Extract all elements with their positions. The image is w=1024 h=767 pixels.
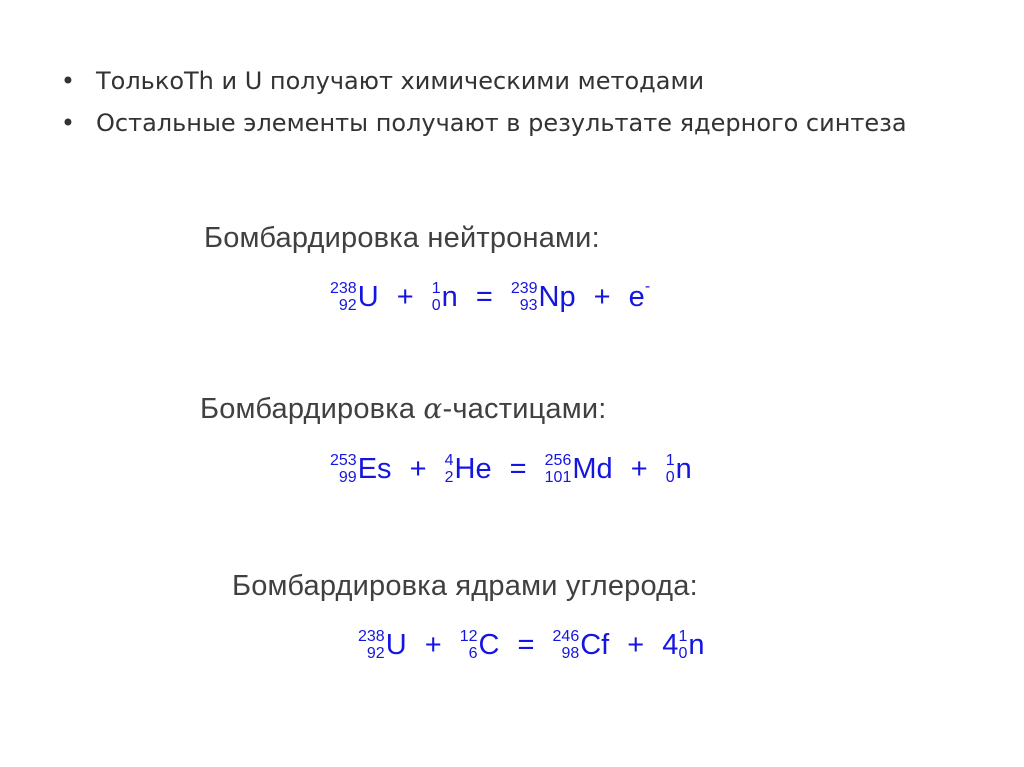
equals-operator: =: [517, 628, 535, 661]
mass-number: 239: [510, 280, 538, 298]
electron: [629, 278, 650, 314]
nuclide-uranium-238: [330, 280, 379, 314]
mass-number: 1: [431, 280, 441, 298]
mass-number: 238: [358, 628, 385, 646]
bullet-text: ТолькоTh и U получают химическими методами: [96, 67, 705, 95]
bullet-item: [56, 66, 936, 96]
mass-number: 246: [552, 628, 580, 646]
element-symbol: Es: [357, 452, 392, 485]
nuclide-einsteinium-253: [330, 452, 392, 486]
nuclide-neutron: [432, 280, 458, 314]
mass-number: 256: [544, 452, 572, 470]
atomic-number: 0: [678, 645, 688, 663]
atomic-number: 93: [519, 297, 538, 315]
heading-text: Бомбардировка нейтронами:: [204, 222, 600, 254]
equation-alpha: [330, 452, 692, 486]
atomic-number: 99: [338, 469, 357, 487]
mass-number: 4: [444, 452, 454, 470]
heading-text: -частицами:: [442, 393, 607, 425]
charge: -: [644, 278, 651, 295]
nuclide-carbon-12: [460, 628, 500, 662]
nuclide-neutron: [666, 452, 692, 486]
element-symbol: Md: [572, 452, 613, 485]
plus-operator: +: [593, 280, 611, 313]
atomic-number: 0: [431, 297, 441, 315]
element-symbol: U: [357, 280, 379, 313]
atomic-number: 98: [561, 645, 580, 663]
element-symbol: e: [628, 280, 645, 313]
bullet-marker: •: [60, 109, 76, 137]
element-symbol: n: [675, 452, 692, 485]
atomic-number: 2: [444, 469, 454, 487]
section-heading-neutrons: [204, 222, 600, 255]
mass-number: 1: [678, 628, 688, 646]
section-heading-alpha: [200, 392, 607, 426]
element-symbol: U: [385, 628, 407, 661]
element-symbol: Np: [538, 280, 576, 313]
mass-number: 12: [459, 628, 478, 646]
bullet-marker: •: [60, 67, 76, 95]
bullet-item: [56, 108, 936, 138]
atomic-number: 92: [338, 297, 357, 315]
plus-operator: +: [627, 628, 645, 661]
plus-operator: +: [424, 628, 442, 661]
heading-text: Бомбардировка: [200, 393, 424, 425]
element-symbol: n: [688, 628, 705, 661]
coefficient: 4: [662, 628, 679, 661]
mass-number: 253: [330, 452, 357, 470]
plus-operator: +: [396, 280, 414, 313]
element-symbol: n: [441, 280, 458, 313]
atomic-number: 101: [544, 469, 572, 487]
bullet-text: Остальные элементы получают в результате ядерного синтеза: [96, 109, 907, 137]
nuclide-uranium-238: [358, 628, 407, 662]
element-symbol: C: [478, 628, 500, 661]
mass-number: 1: [665, 452, 675, 470]
equation-carbon: [358, 628, 704, 662]
nuclide-helium-4: [445, 452, 492, 486]
alpha-symbol: α: [423, 392, 443, 425]
nuclide-mendelevium-256: [545, 452, 613, 486]
element-symbol: He: [454, 452, 492, 485]
mass-number: 238: [330, 280, 357, 298]
plus-operator: +: [409, 452, 427, 485]
atomic-number: 0: [665, 469, 675, 487]
atomic-number: 92: [366, 645, 385, 663]
nuclide-neptunium-239: [511, 280, 576, 314]
atomic-number: 6: [468, 645, 478, 663]
nuclide-neutrons-four: [662, 628, 704, 662]
plus-operator: +: [630, 452, 648, 485]
equals-operator: =: [509, 452, 527, 485]
bullet-list: [56, 66, 936, 150]
nuclide-californium-246: [553, 628, 610, 662]
heading-text: Бомбардировка ядрами углерода:: [232, 570, 698, 602]
equation-neutrons: [330, 278, 650, 314]
section-heading-carbon: [232, 570, 698, 603]
equals-operator: =: [475, 280, 493, 313]
element-symbol: Cf: [580, 628, 610, 661]
